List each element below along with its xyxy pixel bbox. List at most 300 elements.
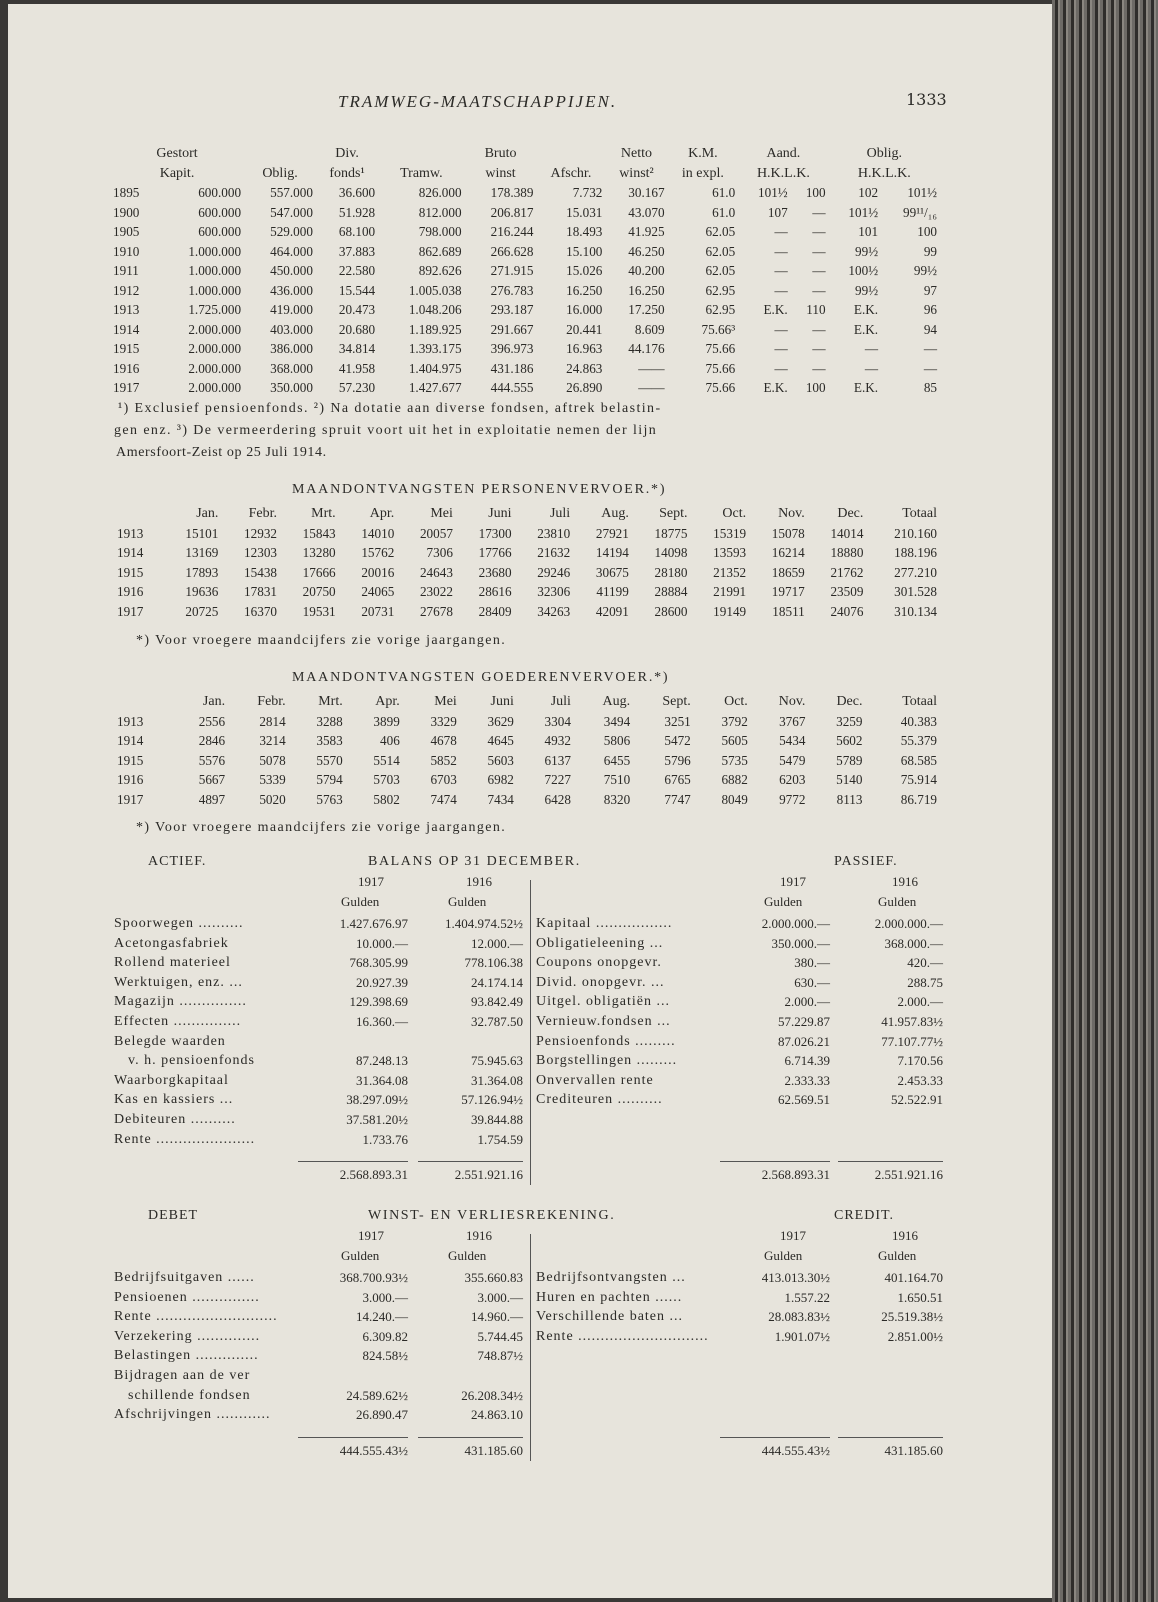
table-cell: 1.725.000	[188, 302, 242, 317]
table-cell: 24.863	[566, 360, 603, 376]
table-cell: —	[812, 263, 826, 278]
table-cell: 600.000	[198, 204, 242, 220]
account-label: Verschillende baten ...	[536, 1309, 684, 1325]
table-cell: 3767	[779, 713, 806, 729]
account-label: Onvervallen rente	[536, 1072, 654, 1088]
table-cell: —	[774, 341, 788, 356]
account-label: Bijdragen aan de ver	[114, 1368, 251, 1383]
account-value: 93.842.49	[471, 994, 523, 1010]
table-cell: 5796	[664, 752, 691, 768]
header-cell: H.K.L.K.	[857, 165, 911, 181]
table-cell: 557.000	[270, 185, 313, 200]
table-cell: 96	[923, 302, 937, 317]
table-cell: 28616	[478, 584, 512, 599]
account-value: 37.581.20½	[346, 1112, 408, 1127]
table-cell: 4645	[487, 733, 514, 748]
table-cell: —	[812, 204, 826, 220]
table-cell: 15.026	[566, 263, 603, 278]
table-cell: 15319	[713, 525, 747, 541]
account-value: 2.000.000.—	[761, 916, 830, 931]
header-cell	[536, 144, 605, 164]
table-cell: 62.05	[705, 263, 736, 278]
table-cell: 14098	[654, 545, 688, 560]
table-cell: —	[774, 243, 788, 259]
table-cell: 24065	[361, 584, 395, 599]
account-label: v. h. pensioenfonds	[128, 1053, 255, 1069]
table-cell: 1.189.925	[408, 321, 462, 337]
account-value: 32.787.50	[471, 1014, 523, 1029]
table-cell: 61.0	[712, 204, 736, 220]
table-cell: 15101	[185, 525, 219, 541]
total-value: 444.555.43½	[339, 1442, 408, 1458]
account-value: 824.58½	[362, 1348, 408, 1364]
table-cell: 386.000	[270, 341, 313, 356]
table-header-row	[114, 504, 940, 524]
year-header: 1916	[466, 874, 492, 889]
table-cell: 24643	[419, 564, 453, 580]
header-cell: Apr.	[369, 506, 395, 521]
header-cell	[114, 504, 163, 524]
account-label: schillende fondsen	[128, 1387, 251, 1403]
table-cell: 18880	[830, 545, 864, 560]
table-cell: 68.100	[338, 224, 376, 239]
account-value: 3.000.—	[477, 1289, 523, 1305]
unit-header: Gulden	[764, 894, 803, 909]
table-cell: 1.393.175	[408, 341, 462, 356]
table-cell: 600.000	[198, 224, 242, 239]
table-cell: 24076	[830, 603, 864, 619]
table-cell: 85	[923, 380, 937, 395]
account-value: 24.863.10	[471, 1407, 523, 1423]
table-cell: 5078	[259, 752, 286, 768]
column-divider	[530, 880, 531, 1185]
account-value: 20.927.39	[356, 974, 408, 990]
table-cell: 2.000.000	[188, 321, 242, 337]
account-value: 57.126.94½	[461, 1092, 523, 1108]
unit-header: Gulden	[341, 1248, 380, 1263]
total-rule	[298, 1161, 408, 1162]
table-cell: 21991	[713, 584, 747, 599]
account-value: 26.208.34½	[461, 1387, 523, 1403]
table-cell: 34.814	[338, 341, 376, 356]
header-cell: Juli	[549, 506, 571, 521]
table-cell: 16.250	[628, 282, 665, 298]
table-row	[110, 261, 940, 281]
header-cell: Mei	[434, 694, 457, 709]
table-cell: 13593	[713, 545, 747, 560]
table-cell: 99½	[913, 263, 937, 278]
account-value: 24.589.62½	[346, 1387, 408, 1403]
table-cell: 16.000	[566, 302, 603, 317]
account-value: 41.957.83½	[881, 1014, 943, 1029]
table-cell: 99½	[855, 243, 879, 259]
table-cell: 16.963	[566, 341, 603, 356]
table-cell: 5794	[316, 772, 343, 787]
header-cell: fonds¹	[329, 165, 365, 181]
table-cell: 16370	[244, 603, 277, 619]
table-cell: 291.667	[490, 321, 534, 337]
total-rule	[838, 1437, 943, 1438]
table-row	[114, 751, 940, 771]
account-label: Pensioenen ...............	[114, 1289, 260, 1305]
table-cell: 15762	[361, 545, 395, 560]
section-left-label: ACTIEF.	[148, 854, 207, 869]
table-cell: 5667	[198, 772, 226, 787]
account-value: 1.427.676.97	[339, 916, 408, 931]
table-cell: 15.100	[566, 243, 603, 259]
account-value: 2.333.33	[784, 1072, 830, 1088]
account-value: 2.851.00½	[887, 1328, 943, 1344]
table-cell: 5852	[430, 752, 457, 768]
table-cell: E.K.	[853, 302, 879, 317]
table-cell: 1.427.677	[408, 380, 462, 395]
table-row	[110, 359, 940, 379]
account-label: Bedrijfsuitgaven ......	[114, 1270, 255, 1285]
account-label: Rollend materieel	[114, 955, 231, 971]
table-cell: 14194	[595, 545, 629, 560]
account-value: 31.364.08	[356, 1072, 408, 1088]
account-label: Huren en pachten ......	[536, 1289, 683, 1305]
table-cell: 419.000	[270, 302, 313, 317]
table-cell: 15438	[244, 564, 277, 580]
year-header: 1917	[358, 1228, 384, 1243]
year-header: 1917	[358, 874, 384, 889]
account-value: 401.164.70	[884, 1270, 943, 1285]
table-cell: 94	[923, 321, 937, 337]
account-label: Uitgel. obligatiën ...	[536, 994, 670, 1010]
table-cell: 20.441	[566, 321, 603, 337]
table-cell: 6137	[544, 752, 571, 768]
table-cell: —	[774, 360, 788, 376]
account-label: Belastingen ..............	[114, 1348, 259, 1364]
table-header-row	[110, 144, 940, 164]
account-value: 1.404.974.52½	[445, 916, 523, 931]
table-cell: 43.070	[628, 204, 665, 220]
table-cell: 75.66³	[701, 321, 736, 337]
account-value: 6.714.39	[784, 1053, 830, 1069]
table-cell: 1913	[117, 713, 144, 729]
table-cell: 188.196	[894, 545, 937, 560]
year-header: 1916	[892, 1228, 918, 1243]
account-label: Obligatieleening ...	[536, 935, 664, 951]
table-cell: 1915	[113, 341, 140, 356]
account-value: 14.960.—	[471, 1309, 523, 1325]
header-cell: Afschr.	[550, 165, 592, 181]
account-label: Rente ......................	[114, 1131, 256, 1147]
unit-header: Gulden	[341, 894, 380, 909]
table-cell: 99½	[855, 282, 879, 298]
column-divider	[530, 1234, 531, 1461]
table-cell: 23680	[478, 564, 512, 580]
table-cell: 5735	[721, 752, 748, 768]
table-cell: —	[812, 341, 826, 356]
table-cell: 27921	[595, 525, 629, 541]
account-value: 14.240.—	[356, 1309, 408, 1325]
unit-header: Gulden	[448, 1248, 487, 1263]
account-value: 1.650.51	[897, 1289, 943, 1305]
account-value: 87.248.13	[356, 1053, 408, 1069]
table-cell: 44.176	[628, 341, 665, 356]
table-cell: 1916	[113, 360, 140, 376]
table-cell: 62.05	[705, 243, 736, 259]
table-cell: 2.000.000	[188, 380, 242, 395]
table-cell: 403.000	[270, 321, 313, 337]
table-cell: —	[923, 341, 937, 356]
table-cell: 26.890	[566, 380, 603, 395]
table-cell: 431.186	[490, 360, 534, 376]
table-cell: 20.680	[338, 321, 376, 337]
table-row	[110, 183, 940, 203]
table-header-row	[110, 164, 940, 184]
header-cell: Juni	[488, 506, 512, 521]
account-label: Debiteuren ..........	[114, 1112, 236, 1127]
table-cell: 350.000	[270, 380, 313, 395]
account-label: Belegde waarden	[114, 1033, 226, 1049]
total-value: 2.551.921.16	[874, 1167, 943, 1183]
account-value: 12.000.—	[471, 935, 523, 951]
table-cell: 13169	[185, 545, 219, 560]
book-page	[8, 4, 1052, 1598]
table-cell: 20057	[419, 525, 453, 541]
table-cell: 6428	[544, 791, 571, 807]
table-cell: —	[812, 243, 826, 259]
table-cell: 29246	[537, 564, 571, 580]
table-cell: 28180	[654, 564, 688, 580]
table-cell: 6982	[487, 772, 514, 787]
header-cell: Jan.	[202, 694, 226, 709]
table-cell: 368.000	[270, 360, 313, 376]
personen-title: MAANDONTVANGSTEN PERSONENVERVOER.*)	[292, 482, 667, 497]
table-cell: 16214	[771, 545, 805, 560]
table-cell: 1911	[113, 263, 139, 278]
header-cell: Juni	[490, 694, 514, 709]
table-cell: 5576	[198, 752, 226, 768]
table-row	[110, 242, 940, 262]
table-cell: 7306	[426, 545, 453, 560]
table-row	[114, 524, 940, 544]
table-cell: 1912	[113, 282, 140, 298]
table-cell: 7.732	[572, 185, 603, 200]
table-cell: 6882	[721, 772, 748, 787]
total-rule	[418, 1437, 523, 1438]
table-header-row	[114, 692, 940, 712]
table-cell: 1.000.000	[188, 243, 242, 259]
account-value: 6.309.82	[362, 1328, 408, 1344]
table-cell: ——	[638, 360, 665, 376]
account-label: Rente .............................	[536, 1328, 709, 1344]
total-value: 2.551.921.16	[454, 1167, 523, 1183]
table-cell: 75.66	[705, 360, 736, 376]
table-cell: 55.379	[900, 733, 937, 748]
header-cell	[378, 144, 464, 164]
table-cell: 293.187	[490, 302, 534, 317]
account-label: Bedrijfsontvangsten ...	[536, 1270, 686, 1285]
section-left-label: DEBET	[148, 1208, 199, 1223]
table-cell: 100	[805, 380, 826, 395]
table-cell: 86.719	[900, 791, 937, 807]
table-cell: 1917	[117, 603, 144, 619]
winst-section	[8, 1208, 1052, 1468]
table-cell: —	[774, 224, 788, 239]
table-cell: 178.389	[490, 185, 534, 200]
table-cell: 101½	[907, 185, 937, 200]
account-value: 380.—	[794, 955, 830, 971]
table-cell: 396.973	[490, 341, 534, 356]
table-cell: 464.000	[270, 243, 313, 259]
table-cell: 20750	[302, 584, 336, 599]
table-cell: 7474	[430, 791, 457, 807]
table-cell: —	[774, 263, 788, 278]
table-cell: —	[812, 282, 826, 298]
table-cell: 46.250	[628, 243, 665, 259]
account-label: Coupons onopgevr.	[536, 955, 662, 971]
table-cell: 210.160	[894, 525, 937, 541]
table-cell: 5802	[373, 791, 400, 807]
table-cell: 15078	[771, 525, 805, 541]
table-cell: 14010	[361, 525, 395, 541]
table-row	[110, 281, 940, 301]
table-cell: 3304	[544, 713, 571, 729]
table-cell: 20.473	[338, 302, 376, 317]
table-cell: 2.000.000	[188, 360, 242, 376]
table-cell: 22.580	[338, 263, 376, 278]
section-title: WINST- EN VERLIESREKENING.	[368, 1208, 616, 1223]
table-cell: 100	[805, 185, 826, 200]
header-cell: Sept.	[662, 694, 691, 709]
goederen-table	[114, 692, 940, 809]
table-cell: 42091	[595, 603, 629, 619]
table-row	[110, 320, 940, 340]
header-cell: Juli	[550, 694, 571, 709]
table-cell: 6203	[779, 772, 806, 787]
table-cell: 17766	[478, 545, 512, 560]
total-rule	[720, 1437, 830, 1438]
account-label: Acetongasfabriek	[114, 935, 229, 951]
table-cell: —	[864, 341, 879, 356]
table-cell: 7510	[603, 772, 631, 787]
table-cell: 406	[380, 733, 400, 748]
table-cell: 5570	[316, 752, 343, 768]
table-cell: E.K.	[763, 380, 788, 395]
header-cell: Totaal	[902, 506, 937, 521]
table-cell: 1914	[113, 321, 140, 337]
table-cell: 2814	[259, 713, 286, 729]
table-cell: 1917	[117, 791, 144, 807]
year-header: 1917	[780, 874, 806, 889]
table-cell: —	[774, 321, 788, 337]
table-cell: 62.95	[705, 302, 736, 317]
table-cell: 1914	[117, 733, 144, 748]
header-cell: Dec.	[836, 694, 863, 709]
account-value: 38.297.09½	[346, 1092, 408, 1108]
table-cell: 6703	[430, 772, 457, 787]
table-cell: —	[923, 360, 937, 376]
statistics-table	[110, 144, 940, 398]
table-cell: 100½	[848, 263, 879, 278]
header-cell	[244, 144, 316, 164]
table-cell: 18659	[771, 564, 805, 580]
table-cell: 2846	[198, 733, 226, 748]
table-cell: 7747	[664, 791, 691, 807]
balans-section	[8, 854, 1052, 1194]
table-cell: 17.250	[628, 302, 665, 317]
table-cell: —	[864, 360, 879, 376]
table-cell: 36.600	[338, 185, 376, 200]
account-label: Waarborgkapitaal	[114, 1072, 229, 1088]
page-title: TRAMWEG-MAATSCHAPPIJEN.	[338, 92, 618, 111]
table-cell: 62.05	[705, 224, 736, 239]
account-label: Crediteuren ..........	[536, 1092, 663, 1108]
account-value: 2.453.33	[897, 1072, 943, 1088]
stats-footnote-3: Amersfoort-Zeist op 25 Juli 1914.	[116, 445, 327, 460]
table-cell: 15.031	[566, 204, 603, 220]
table-cell: 5789	[836, 752, 863, 768]
account-value: 39.844.88	[471, 1112, 523, 1127]
table-cell: 5472	[664, 733, 691, 748]
table-cell: 75.66	[705, 380, 736, 395]
table-cell: 7227	[544, 772, 571, 787]
header-cell: Mrt.	[311, 506, 336, 521]
table-cell: 450.000	[270, 263, 313, 278]
goederen-footnote: *) Voor vroegere maandcijfers zie vorige jaargangen.	[136, 820, 507, 835]
table-cell: 277.210	[894, 564, 937, 580]
year-header: 1916	[892, 874, 918, 889]
table-cell: 51.928	[338, 204, 376, 220]
table-cell: 37.883	[338, 243, 376, 259]
table-row	[114, 543, 940, 563]
table-cell: 1900	[113, 204, 140, 220]
header-cell: winst²	[619, 165, 654, 181]
table-cell: 1.404.975	[408, 360, 462, 376]
table-cell: 28600	[654, 603, 688, 619]
table-cell: 5603	[487, 752, 514, 768]
table-cell: 20731	[361, 603, 395, 619]
table-cell: 23022	[419, 584, 453, 599]
account-value: 368.700.93½	[339, 1270, 408, 1285]
table-cell: 1905	[113, 224, 140, 239]
table-cell: 101½	[848, 204, 879, 220]
header-cell: Mrt.	[318, 694, 343, 709]
table-row	[114, 563, 940, 583]
header-cell: Oct.	[722, 506, 747, 521]
table-cell: 8.609	[634, 321, 665, 337]
unit-header: Gulden	[448, 894, 487, 909]
account-label: Borgstellingen .........	[536, 1053, 678, 1069]
table-cell: 2.000.000	[188, 341, 242, 356]
table-cell: 18775	[654, 525, 688, 541]
table-cell: ——	[638, 380, 665, 395]
table-cell: 100	[917, 224, 937, 239]
table-cell: 17300	[478, 525, 512, 541]
account-value: 1.557.22	[784, 1289, 830, 1305]
table-cell: 61.0	[712, 185, 736, 200]
table-row	[110, 300, 940, 320]
table-cell: 17893	[185, 564, 219, 580]
account-label: Werktuigen, enz. ...	[114, 974, 243, 990]
table-cell: —	[812, 321, 826, 337]
table-cell: 9772	[779, 791, 806, 807]
account-value: 1.901.07½	[774, 1328, 830, 1344]
account-label: Magazijn ...............	[114, 994, 247, 1010]
table-cell: 41199	[596, 584, 629, 599]
table-cell: 6765	[664, 772, 691, 787]
book-edge	[1052, 0, 1158, 1602]
account-value: 355.660.83	[464, 1270, 523, 1285]
account-label: Verzekering ..............	[114, 1328, 261, 1344]
account-value: 52.522.91	[891, 1092, 943, 1108]
table-row	[110, 203, 940, 223]
table-cell: 3259	[836, 713, 863, 729]
